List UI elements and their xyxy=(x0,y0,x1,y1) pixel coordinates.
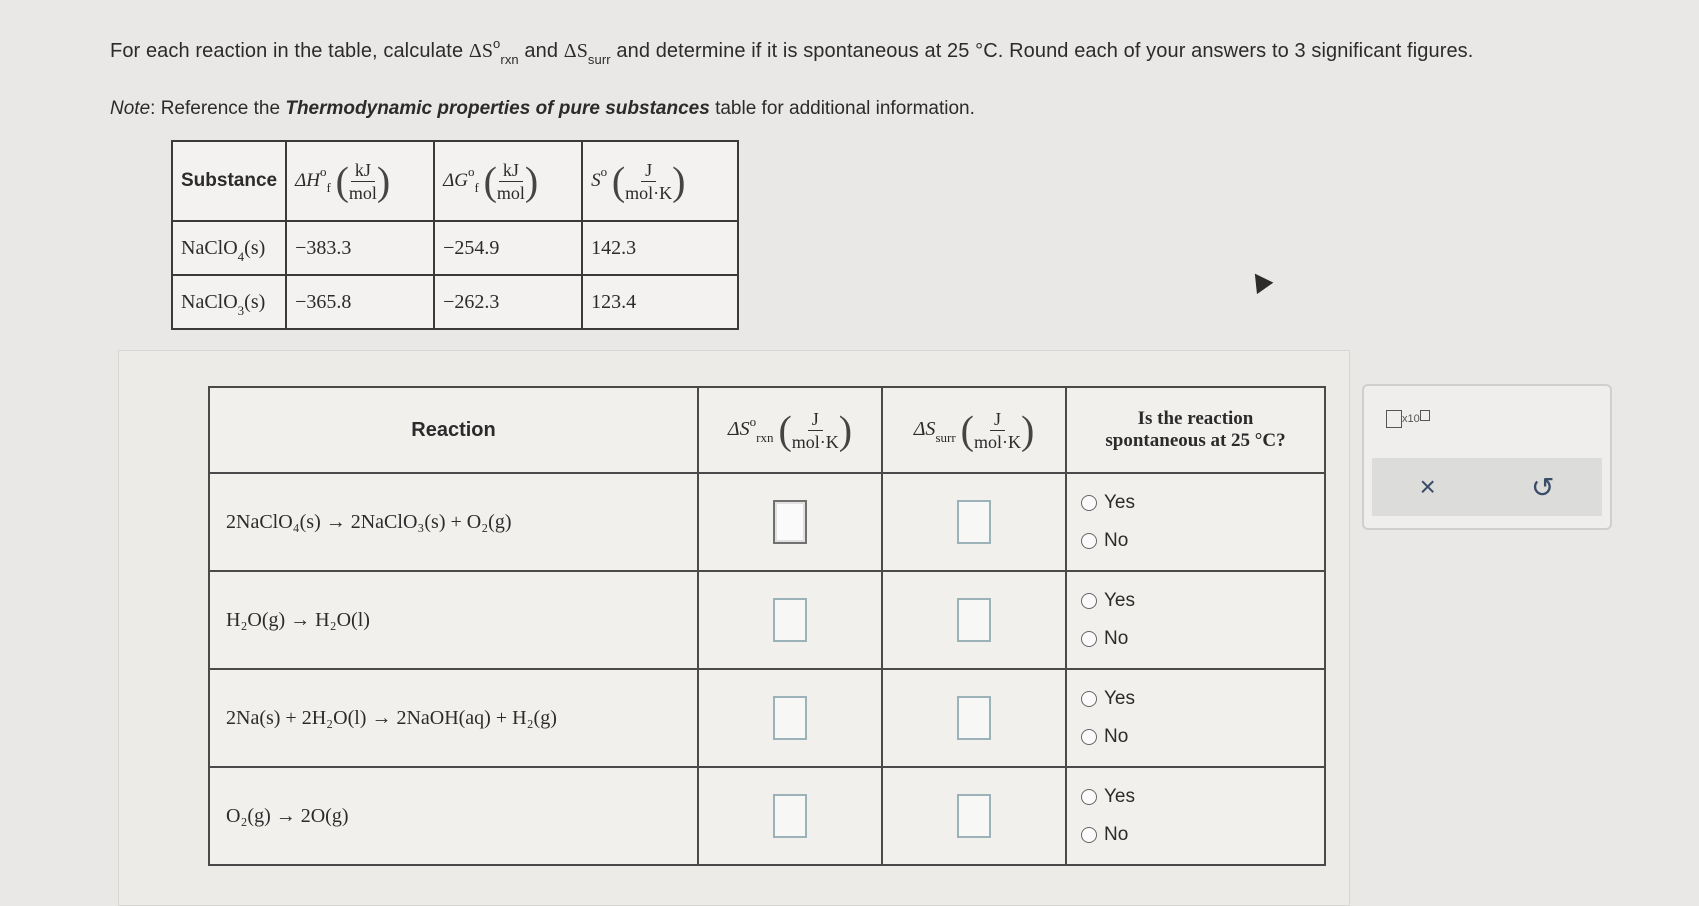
table-row xyxy=(209,669,1325,767)
reaction-table xyxy=(208,386,1326,866)
radio-icon xyxy=(1081,827,1097,843)
header-spontaneous: Is the reaction spontaneous at 25 °C? xyxy=(1066,387,1325,473)
header-dh: $\Delta H^o_f$ ( $\frac{kJ}{\text{mol}}$ ) xyxy=(286,141,434,221)
table-row xyxy=(209,571,1325,669)
dg-cell: −262.3 xyxy=(434,275,582,329)
yes-option[interactable]: Yes xyxy=(1081,680,1323,718)
header-s: $S^o$ ( $\frac{J}{\text{mol·K}}$ ) xyxy=(582,141,738,221)
ds-rxn-input[interactable] xyxy=(773,598,807,642)
scientific-notation-button[interactable]: x10 xyxy=(1386,410,1430,428)
thermo-properties-table xyxy=(171,140,739,330)
dg-cell: −254.9 xyxy=(434,221,582,275)
ds-surr-input[interactable] xyxy=(957,500,991,544)
no-option[interactable]: No xyxy=(1081,620,1323,658)
s-cell: 123.4 xyxy=(582,275,738,329)
radio-icon xyxy=(1081,691,1097,707)
header-dg: $\Delta G^o_f$ ( $\frac{kJ}{\text{mol}}$ ) xyxy=(434,141,582,221)
header-ds-rxn: $\Delta S^o_{rxn}$ ( $\frac{J}{\text{mol·K}}$ ) xyxy=(698,387,882,473)
header-substance: Substance xyxy=(172,141,286,221)
yes-option[interactable]: Yes xyxy=(1081,778,1323,816)
ds-surr-input[interactable] xyxy=(957,794,991,838)
yes-option[interactable]: Yes xyxy=(1081,582,1323,620)
dh-cell: −383.3 xyxy=(286,221,434,275)
radio-icon xyxy=(1081,593,1097,609)
ds-rxn-input[interactable] xyxy=(773,500,807,544)
ds-surr-input[interactable] xyxy=(957,598,991,642)
table-row xyxy=(172,275,738,329)
no-option[interactable]: No xyxy=(1081,718,1323,756)
table-row xyxy=(209,767,1325,865)
substance-cell: NaClO$_3$(s) xyxy=(172,275,286,329)
reaction-cell: O₂(g) → 2O(g) xyxy=(209,767,698,865)
instructions: For each reaction in the table, calculate $\Delta S^o_{rxn}$ and $\Delta S_{surr}$ and determine if it is spontaneous at 25 °C. Round each of your answers to 3 significant figures. xyxy=(110,36,1474,67)
radio-icon xyxy=(1081,729,1097,745)
clear-icon[interactable]: × xyxy=(1419,471,1436,502)
answer-toolbox xyxy=(1362,384,1612,530)
ds-surr-input[interactable] xyxy=(957,696,991,740)
reaction-cell: H₂O(g) → H₂O(l) xyxy=(209,571,698,669)
note: Note: Reference the Thermodynamic properties of pure substances table for additional information. xyxy=(110,98,975,119)
radio-icon xyxy=(1081,495,1097,511)
s-cell: 142.3 xyxy=(582,221,738,275)
dh-cell: −365.8 xyxy=(286,275,434,329)
ds-rxn-input[interactable] xyxy=(773,696,807,740)
reaction-cell: 2NaClO₄(s) → 2NaClO₃(s) + O₂(g) xyxy=(209,473,698,571)
undo-icon[interactable]: ↺ xyxy=(1530,471,1555,503)
substance-cell: NaClO$_4$(s) xyxy=(172,221,286,275)
no-option[interactable]: No xyxy=(1081,816,1323,854)
radio-icon xyxy=(1081,789,1097,805)
table-row xyxy=(172,221,738,275)
table-row xyxy=(209,473,1325,571)
ds-rxn-input[interactable] xyxy=(773,794,807,838)
header-reaction: Reaction xyxy=(209,387,698,473)
no-option[interactable]: No xyxy=(1081,522,1323,560)
reaction-cell: 2Na(s) + 2H₂O(l) → 2NaOH(aq) + H₂(g) xyxy=(209,669,698,767)
radio-icon xyxy=(1081,631,1097,647)
yes-option[interactable]: Yes xyxy=(1081,484,1323,522)
mouse-cursor-icon xyxy=(1247,268,1274,294)
header-ds-surr: $\Delta S_{surr}$ ( $\frac{J}{\text{mol·K}}$ ) xyxy=(882,387,1066,473)
radio-icon xyxy=(1081,533,1097,549)
